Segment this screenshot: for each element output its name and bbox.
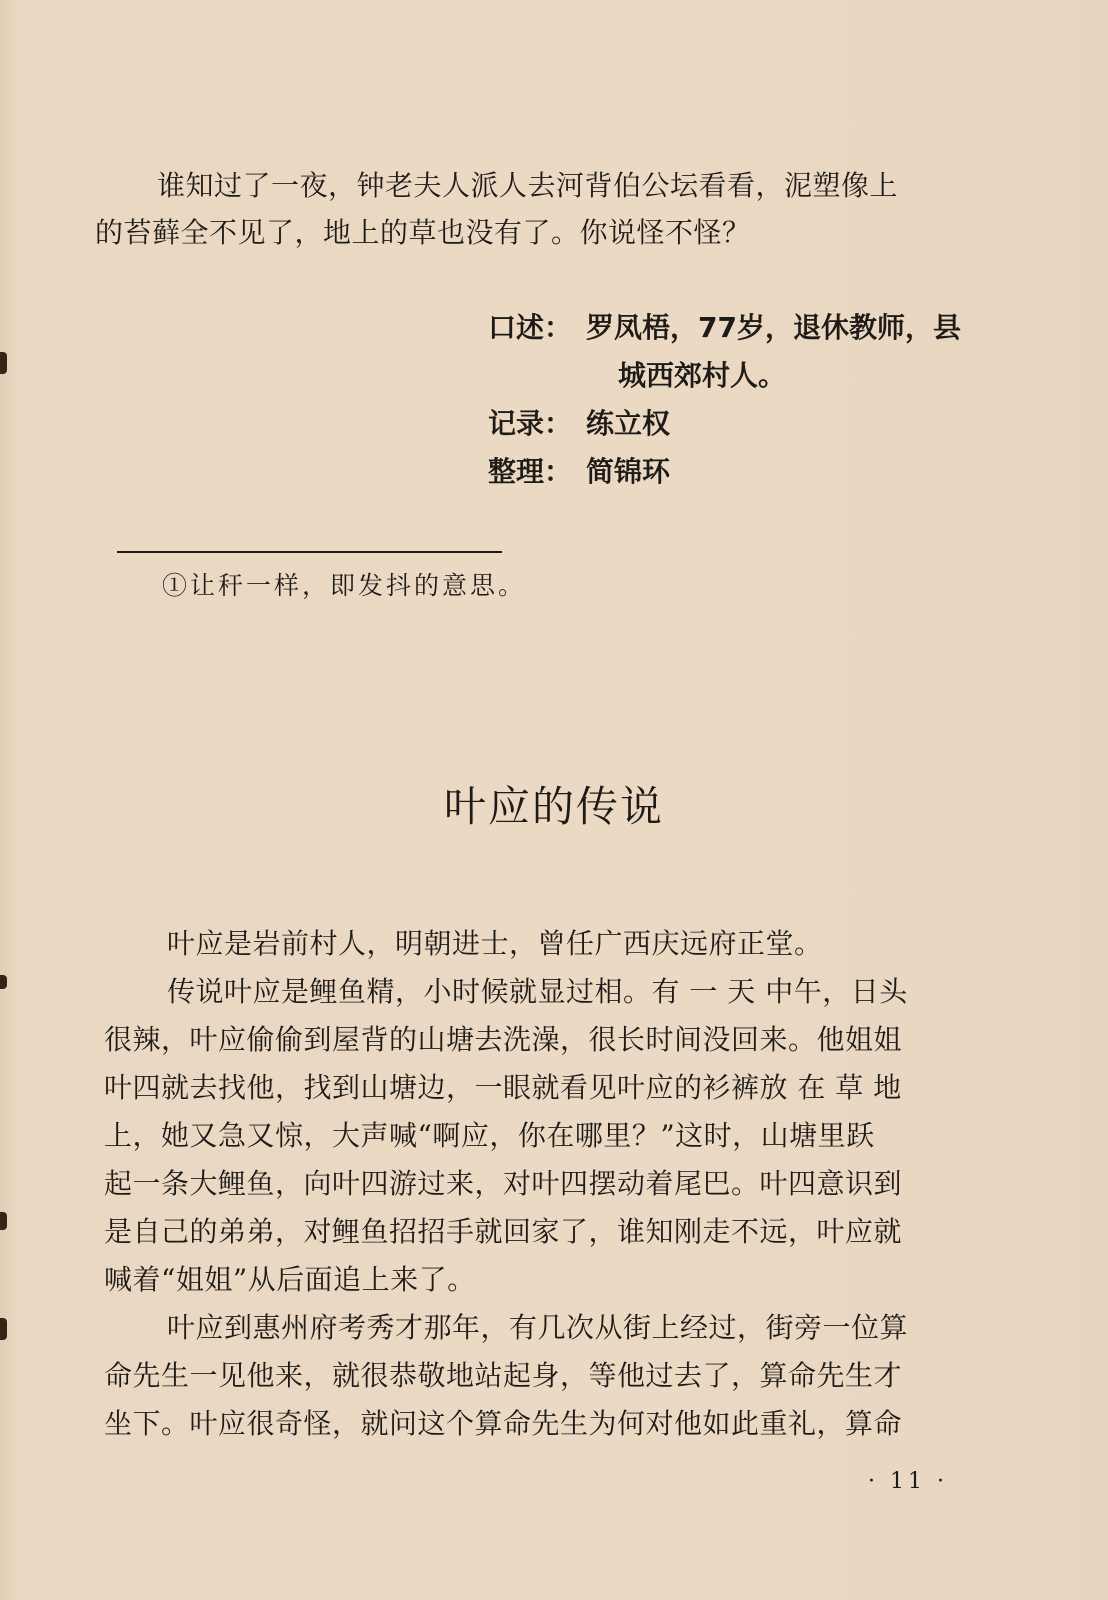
page-edge-stain (0, 352, 7, 374)
editor-label: 整理： (488, 455, 573, 488)
editor-value: 简锦环 (586, 455, 671, 488)
recorder-credit (488, 407, 670, 441)
footnote: ①让秆一样，即发抖的意思。 (162, 571, 527, 600)
recorder-label: 记录： (488, 407, 573, 440)
story-line: 坐下。叶应很奇怪，就问这个算命先生为何对他如此重礼，算命 (104, 1407, 903, 1440)
recorder-value: 练立权 (586, 407, 671, 440)
story-line: 喊着“姐姐”从后面追上来了。 (104, 1263, 476, 1296)
story-line: 叶应到惠州府考秀才那年，有几次从街上经过，街旁一位算 (167, 1311, 909, 1344)
story-line: 传说叶应是鲤鱼精，小时候就显过相。有 一 天 中午，日头 (167, 975, 908, 1008)
page-edge-stain (0, 1212, 7, 1230)
page-edge-stain (0, 1318, 7, 1340)
footnote-divider (117, 551, 502, 553)
story-line: 叶四就去找他，找到山塘边，一眼就看见叶应的衫裤放 在 草 地 (104, 1071, 902, 1104)
story-line: 命先生一见他来，就很恭敬地站起身，等他过去了，算命先生才 (104, 1359, 903, 1392)
narrator-credit-continued: 城西郊村人。 (618, 359, 787, 392)
story-line: 很辣，叶应偷偷到屋背的山塘去洗澡，很长时间没回来。他姐姐 (104, 1023, 903, 1056)
story-line: 叶应是岩前村人，明朝进士，曾任广西庆远府正堂。 (167, 927, 823, 960)
page-edge-stain (0, 975, 7, 989)
page-number: · 11 · (868, 1469, 948, 1494)
story-line: 是自己的弟弟，对鲤鱼招招手就回家了，谁知刚走不远，叶应就 (104, 1215, 903, 1248)
passage-line: 的苔藓全不见了，地上的草也没有了。你说怪不怪？ (95, 216, 751, 249)
editor-credit (488, 455, 670, 489)
story-line: 上，她又急又惊，大声喊“啊应，你在哪里？”这时，山塘里跃 (104, 1119, 875, 1152)
story-title: 叶应的传说 (443, 782, 664, 831)
passage-line: 谁知过了一夜，钟老夫人派人去河背伯公坛看看，泥塑像上 (157, 169, 899, 202)
narrator-label: 口述： (488, 311, 573, 344)
narrator-value: 罗凤梧，77岁，退休教师，县 (586, 311, 961, 344)
story-line: 起一条大鲤鱼，向叶四游过来，对叶四摆动着尾巴。叶四意识到 (104, 1167, 903, 1200)
narrator-credit (488, 311, 961, 345)
